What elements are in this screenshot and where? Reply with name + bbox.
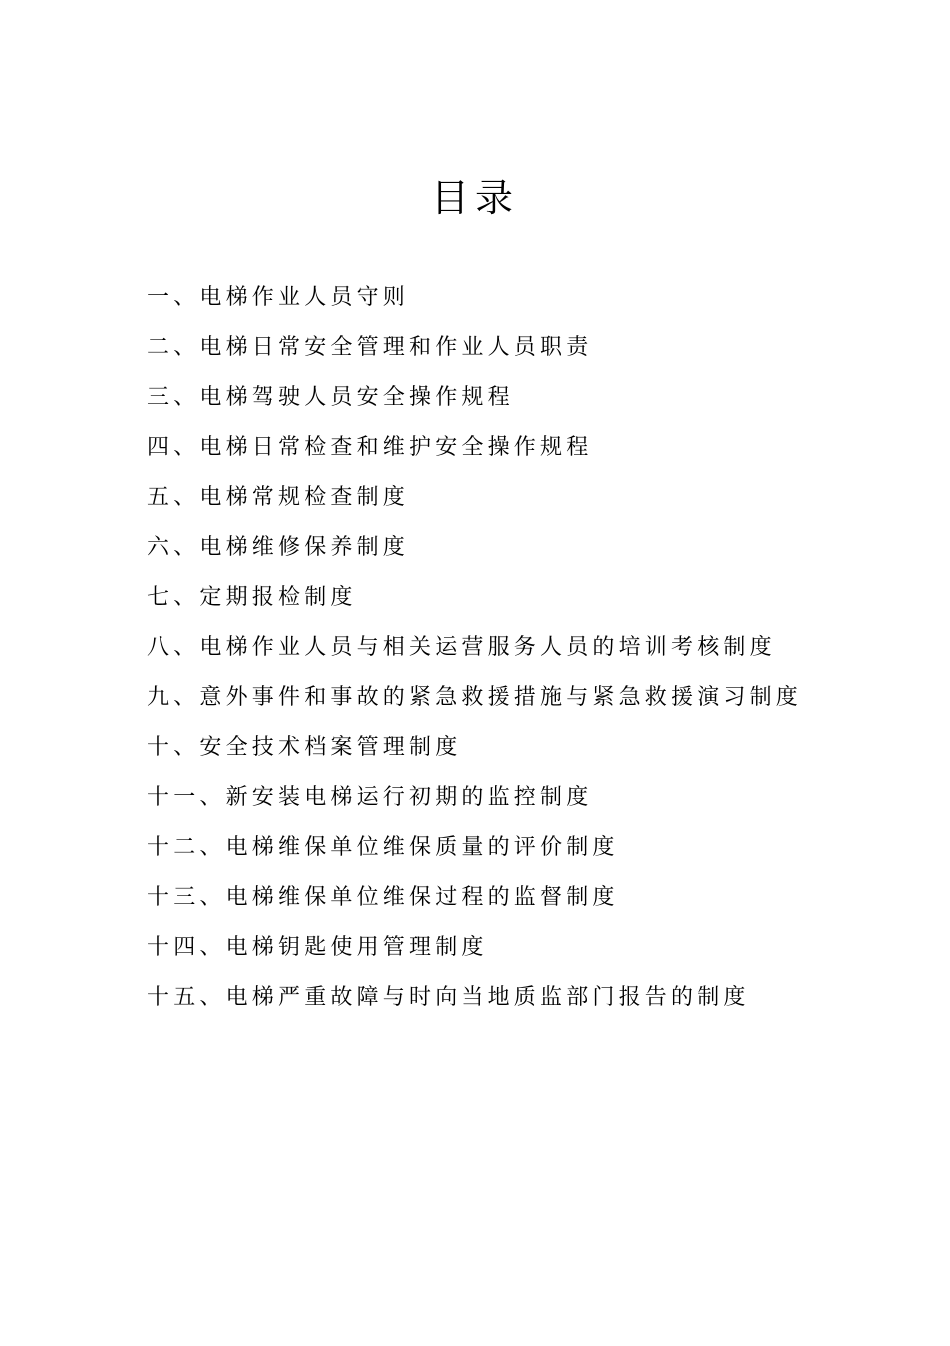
toc-item: 十四、电梯钥匙使用管理制度 (147, 935, 488, 960)
toc-item: 五、电梯常规检查制度 (147, 485, 410, 510)
toc-item: 一、电梯作业人员守则 (147, 285, 410, 310)
toc-item: 八、电梯作业人员与相关运营服务人员的培训考核制度 (147, 635, 776, 660)
toc-item: 十、安全技术档案管理制度 (147, 735, 462, 760)
toc-item: 十五、电梯严重故障与时向当地质监部门报告的制度 (147, 985, 750, 1010)
toc-item: 七、定期报检制度 (147, 585, 357, 610)
page-title: 目录 (430, 176, 519, 220)
toc-item: 九、意外事件和事故的紧急救援措施与紧急救援演习制度 (147, 685, 803, 710)
table-of-contents (147, 273, 802, 1023)
toc-item: 十二、电梯维保单位维保质量的评价制度 (147, 835, 619, 860)
toc-item: 十一、新安装电梯运行初期的监控制度 (147, 785, 593, 810)
toc-item: 十三、电梯维保单位维保过程的监督制度 (147, 885, 619, 910)
toc-item: 六、电梯维修保养制度 (147, 535, 410, 560)
toc-item: 二、电梯日常安全管理和作业人员职责 (147, 335, 593, 360)
toc-item: 三、电梯驾驶人员安全操作规程 (147, 385, 514, 410)
toc-item: 四、电梯日常检查和维护安全操作规程 (147, 435, 593, 460)
